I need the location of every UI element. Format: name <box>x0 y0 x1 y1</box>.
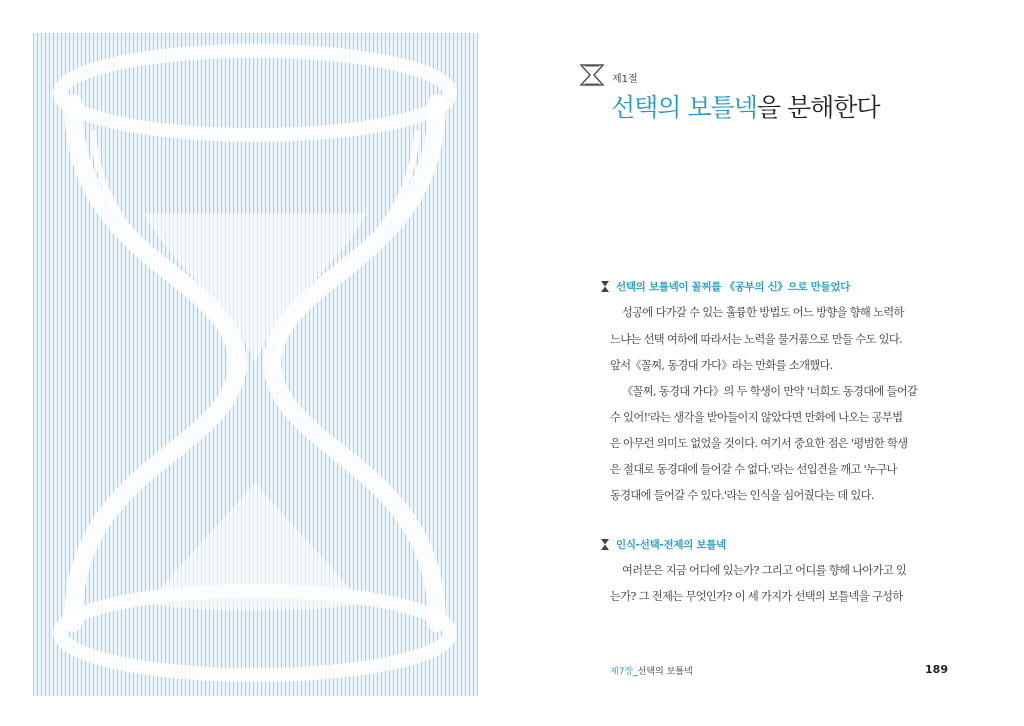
page-number: 189 <box>925 663 948 676</box>
running-footer <box>610 664 693 677</box>
body-line: 《꼴찌, 동경대 가다》의 두 학생이 만약 '너희도 동경대에 들어갈 <box>622 385 918 398</box>
page-title-rest: 을 분해한다 <box>756 93 880 122</box>
hourglass-icon <box>33 33 478 696</box>
section-heading-text: 인식-선택-전제의 보틀넥 <box>616 539 726 551</box>
body-line: 느냐는 선택 여하에 따라서는 노력을 물거품으로 만들 수도 있다. <box>610 333 902 346</box>
page-title <box>611 88 880 124</box>
body-line: 은 절대로 동경대에 들어갈 수 없다.'라는 선입견을 깨고 '누구나 <box>610 463 897 476</box>
section-heading <box>616 279 850 294</box>
hourglass-icon <box>600 280 610 293</box>
hourglass-badge-icon <box>578 62 606 88</box>
footer-chapter-label: 제7장 <box>610 667 634 677</box>
body-line: 는가? 그 전제는 무엇인가? 이 세 가지가 선택의 보틀넥을 구성하 <box>610 590 903 603</box>
footer-chapter-title: _선택의 보틀넥 <box>633 667 693 677</box>
section-label: 제1절 <box>612 74 638 85</box>
body-line: 은 아무런 의미도 없었을 것이다. 여기서 중요한 점은 '평범한 학생 <box>610 437 908 450</box>
body-line: 여러분은 지금 어디에 있는가? 그리고 어디를 향해 나아가고 있 <box>622 564 907 577</box>
body-line: 동경대에 들어갈 수 있다.'라는 인식을 심어줬다는 데 있다. <box>610 489 874 502</box>
body-line: 성공에 다가갈 수 있는 훌륭한 방법도 어느 방향을 향해 노력하 <box>622 306 904 319</box>
page-title-accent: 선택의 보틀넥 <box>611 93 757 122</box>
hourglass-illustration <box>33 33 478 696</box>
body-line: 앞서《꼴찌, 동경대 가다》라는 만화를 소개했다. <box>610 359 833 372</box>
body-line: 수 있어!'라는 생각을 받아들이지 않았다면 만화에 나오는 공부법 <box>610 411 903 424</box>
hourglass-icon <box>600 538 610 551</box>
section-heading <box>616 537 726 552</box>
section-heading-text: 선택의 보틀넥이 꼴찌를 《공부의 신》으로 만들었다 <box>616 281 851 293</box>
